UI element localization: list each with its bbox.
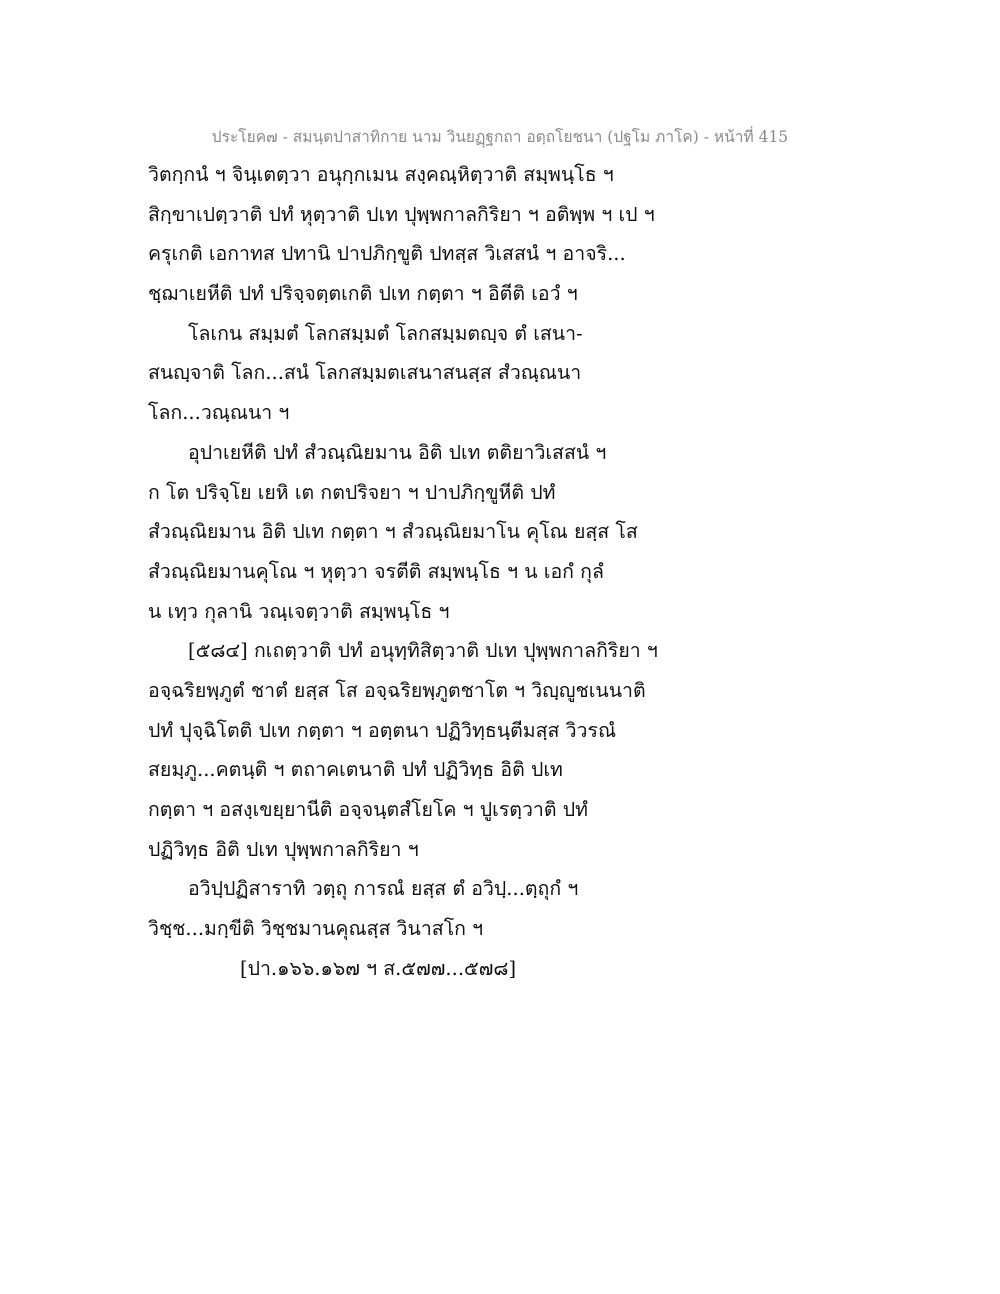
text-line-7: โลก...วณฺณนา ฯ bbox=[148, 401, 290, 425]
text-line-20: วิชฺช...มกฺขีติ วิชฺชมานคุณสฺส วินาสโก ฯ bbox=[148, 917, 484, 941]
text-line-14: อจฺฉริยพฺภูตํ ชาตํ ยสฺส โส อจฺฉริยพฺภูตชาโต ฯ วิญฺญูชเนนาติ bbox=[148, 678, 646, 702]
text-line-3: ครุเกติ เอกาทส ปทานิ ปาปภิกฺขูติ ปทสฺส วิเสสนํ ฯ อาจริ... bbox=[148, 242, 626, 266]
text-line-4: ชฺฌาเยหีติ ปทํ ปริจฺจตฺตเกติ ปเท กตฺตา ฯ อิตีติ เอวํ ฯ bbox=[148, 282, 578, 306]
text-line-13: [๕๘๔] กเถตฺวาติ ปทํ อนุทฺทิสิตฺวาติ ปเท ปุพฺพกาลกิริยา ฯ bbox=[188, 639, 658, 663]
text-line-9: ก โต ปริจฺโย เยหิ เต กตปริจยา ฯ ปาปภิกฺขูหีติ ปทํ bbox=[148, 480, 556, 504]
text-line-8: อุปาเยหีติ ปทํ สํวณฺณิยมาน อิติ ปเท ตติยาวิเสสนํ ฯ bbox=[188, 440, 607, 464]
text-line-19: อวิปฺปฏิสาราทิ วตฺถุ การณํ ยสฺส ตํ อวิปฺ...ตฺถุกํ ฯ bbox=[188, 877, 579, 901]
text-line-11: สํวณฺณิยมานคุโณ ฯ หุตฺวา จรตีติ สมฺพนฺโธ ฯ น เอกํ กุลํ bbox=[148, 559, 604, 583]
page-body bbox=[148, 155, 868, 988]
text-line-16: สยมฺภู...คตนฺติ ฯ ตถาคเตนาติ ปทํ ปฏิวิทฺธ อิติ ปเท bbox=[148, 758, 563, 782]
reference-line: [ปา.๑๖๖.๑๖๗ ฯ ส.๕๗๗...๕๗๘] bbox=[240, 956, 517, 980]
text-line-2: สิกฺขาเปตฺวาติ ปทํ หุตฺวาติ ปเท ปุพฺพกาลกิริยา ฯ อติพฺพ ฯ เป ฯ bbox=[148, 202, 655, 226]
text-line-5: โลเกน สมฺมตํ โลกสมฺมตํ โลกสมฺมตญฺจ ตํ เสนา- bbox=[188, 321, 583, 345]
text-line-6: สนญฺจาติ โลก...สนํ โลกสมฺมตเสนาสนสฺส สํวณฺณนา bbox=[148, 361, 582, 385]
text-line-12: น เทฺว กุลานิ วณฺเจตฺวาติ สมฺพนฺโธ ฯ bbox=[148, 599, 450, 623]
page-header: ประโยค๗ - สมนฺตปาสาทิกาย นาม วินยฏฺฐกถา อตฺถโยชนา (ปฐโม ภาโค) - หน้าที่ 415 bbox=[211, 128, 789, 146]
text-line-1: วิตกฺกนํ ฯ จินฺเตตฺวา อนุกฺกเมน สงฺคณฺหิตฺวาติ สมฺพนฺโธ ฯ bbox=[148, 163, 614, 186]
text-line-10: สํวณฺณิยมาน อิติ ปเท กตฺตา ฯ สํวณฺณิยมาโน คุโณ ยสฺส โส bbox=[148, 520, 638, 544]
text-line-18: ปฏิวิทฺธ อิติ ปเท ปุพฺพกาลกิริยา ฯ bbox=[148, 837, 419, 861]
text-line-15: ปทํ ปุจฺฉิโตติ ปเท กตฺตา ฯ อตฺตนา ปฏิวิทฺธนฺตีมสฺส วิวรณํ bbox=[148, 718, 617, 742]
text-line-17: กตฺตา ฯ อสงฺเขยฺยานีติ อจฺจนฺตสํโยโค ฯ ปูเรตฺวาติ ปทํ bbox=[148, 798, 588, 821]
